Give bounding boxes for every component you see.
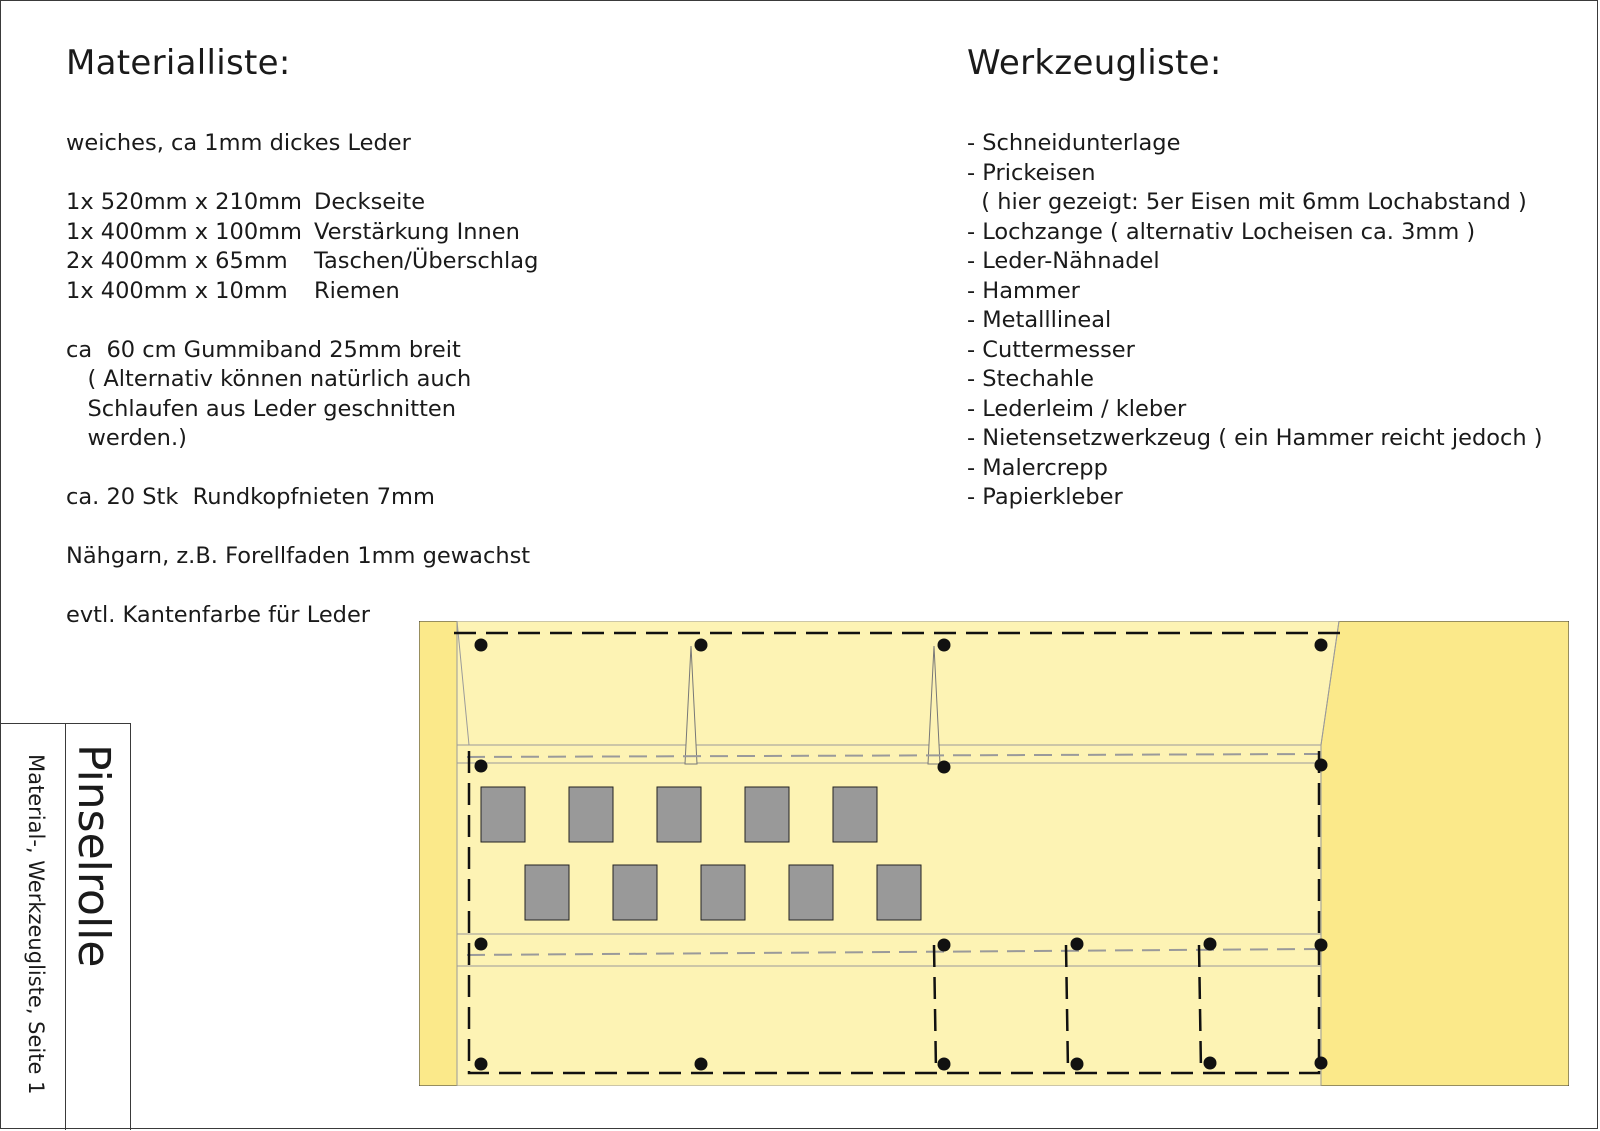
tool-list-heading: Werkzeugliste: (967, 43, 1222, 83)
material-item (66, 188, 538, 218)
tool-item: - Papierkleber (967, 484, 1123, 510)
material-quantity: 2x 400mm x 65mm (66, 248, 288, 274)
tool-item: - Malercrepp (967, 454, 1108, 481)
rivet (938, 639, 951, 652)
material-item (66, 247, 538, 277)
elastic-slot (569, 787, 613, 842)
elastic-slot (789, 865, 833, 920)
tool-item: - Schneidunterlage (967, 130, 1181, 156)
material-item: Schlaufen aus Leder geschnitten (66, 395, 457, 422)
tool-item: - Lochzange ( alternativ Locheisen ca. 3mm ) (967, 218, 1476, 245)
material-list-heading: Materialliste: (66, 43, 291, 83)
material-purpose: Riemen (314, 277, 400, 304)
rivet (1315, 1057, 1328, 1070)
material-purpose: Taschen/Überschlag (314, 248, 539, 274)
material-list (66, 129, 538, 631)
rivet (938, 1058, 951, 1071)
pocket-top-band (457, 934, 1321, 966)
tool-item: - Cuttermesser (967, 336, 1135, 363)
elastic-slot (877, 865, 921, 920)
rivet (938, 939, 951, 952)
title-block (1, 723, 131, 1130)
elastic-slot (525, 865, 569, 920)
tool-item: ( hier gezeigt: 5er Eisen mit 6mm Lochabstand ) (967, 189, 1527, 215)
material-item (66, 277, 538, 307)
rivet (695, 639, 708, 652)
material-quantity: 1x 520mm x 210mm (66, 189, 302, 215)
rivet (695, 1058, 708, 1071)
material-item: ( Alternativ können natürlich auch (66, 366, 472, 392)
document-subtitle: Material-, Werkzeugliste, Seite 1 (24, 754, 48, 1095)
rivet (1315, 639, 1328, 652)
material-item: ca 60 cm Gummiband 25mm breit (66, 336, 461, 363)
tool-item: - Hammer (967, 277, 1080, 304)
material-spacer (66, 306, 538, 336)
document-title: Pinselrolle (68, 744, 119, 968)
flap-piece (457, 621, 1339, 745)
rivet (1315, 939, 1328, 952)
material-item: weiches, ca 1mm dickes Leder (66, 130, 411, 156)
material-spacer (66, 159, 538, 189)
material-purpose: Deckseite (314, 189, 426, 215)
title-block-divider (65, 724, 66, 1130)
material-item: evtl. Kantenfarbe für Leder (66, 602, 371, 628)
strap-piece (457, 745, 1321, 763)
tool-item: - Prickeisen (967, 159, 1096, 186)
rivet (1315, 759, 1328, 772)
tool-item: - Nietensetzwerkzeug ( ein Hammer reicht jedoch ) (967, 425, 1543, 451)
rivet (475, 938, 488, 951)
elastic-slot (657, 787, 701, 842)
material-item: werden.) (66, 425, 187, 451)
rivet (1071, 938, 1084, 951)
rivet (1204, 1057, 1217, 1070)
elastic-slot (745, 787, 789, 842)
material-spacer (66, 454, 538, 484)
elastic-slot (701, 865, 745, 920)
brush-roll-pattern-diagram (419, 621, 1569, 1086)
tool-item: - Leder-Nähnadel (967, 248, 1160, 274)
rivet (1071, 1058, 1084, 1071)
material-item: ca. 20 Stk Rundkopfnieten 7mm (66, 484, 435, 510)
rivet (475, 639, 488, 652)
material-spacer (66, 572, 538, 602)
material-item (66, 218, 538, 248)
material-quantity: 1x 400mm x 100mm (66, 218, 302, 245)
tool-item: - Stechahle (967, 366, 1094, 392)
elastic-slot (613, 865, 657, 920)
tool-item: - Metalllineal (967, 307, 1112, 333)
material-spacer (66, 513, 538, 543)
rivet (475, 1058, 488, 1071)
material-quantity: 1x 400mm x 10mm (66, 277, 288, 304)
material-item: Nähgarn, z.B. Forellfaden 1mm gewachst (66, 543, 531, 569)
elastic-slot (833, 787, 877, 842)
rivet (938, 761, 951, 774)
tool-item: - Lederleim / kleber (967, 395, 1187, 422)
elastic-slot (481, 787, 525, 842)
tool-list (967, 129, 1543, 513)
rivet (1204, 938, 1217, 951)
rivet (475, 760, 488, 773)
material-purpose: Verstärkung Innen (314, 218, 520, 245)
